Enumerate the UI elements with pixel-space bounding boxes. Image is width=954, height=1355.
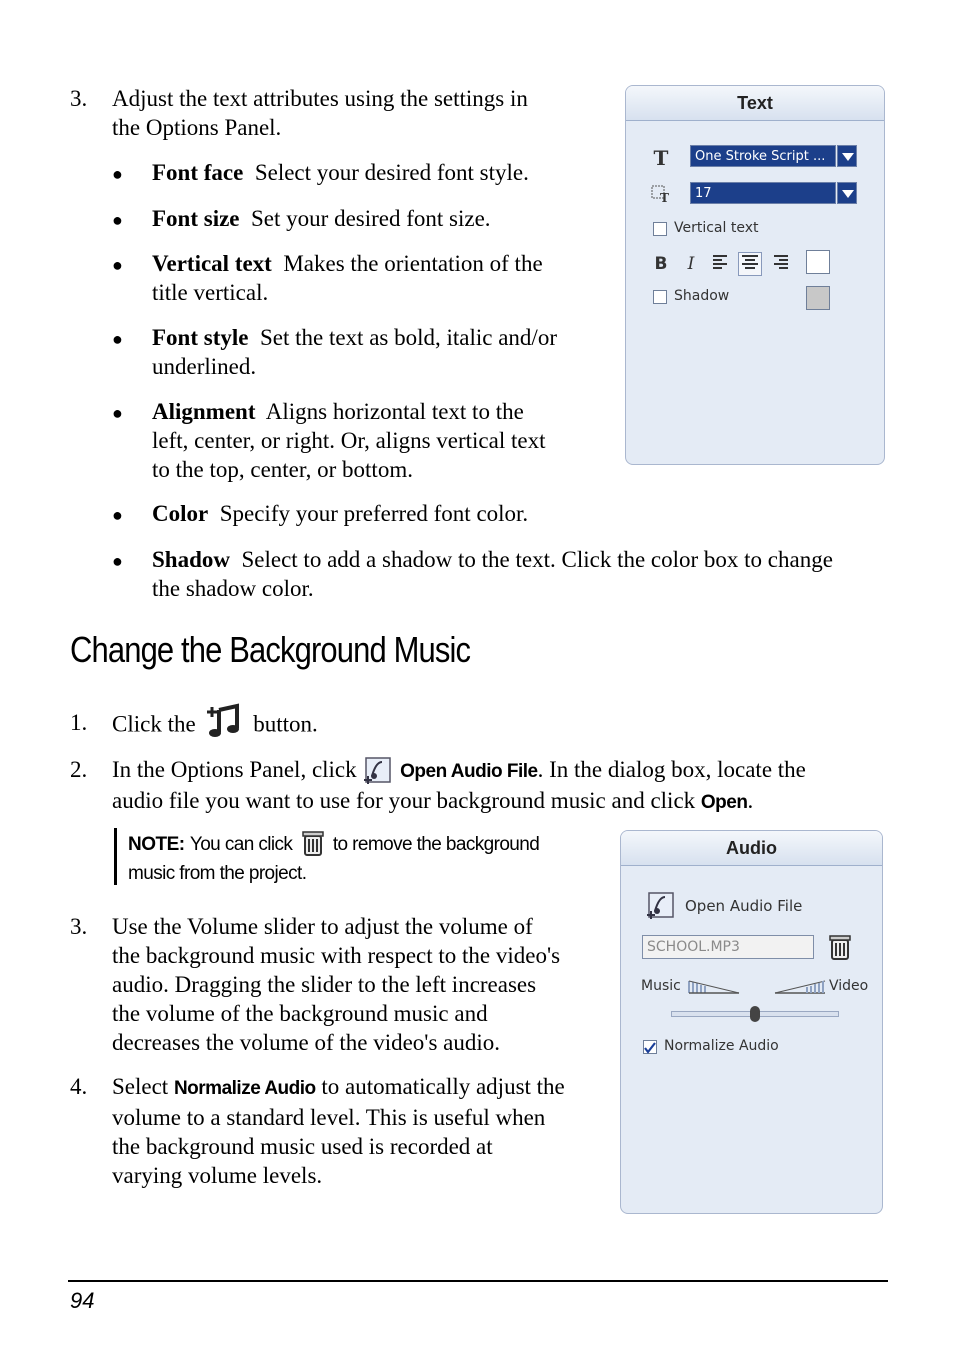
step-number: 3.: [70, 914, 88, 939]
step-text: Click the button.: [112, 708, 318, 744]
bullet-font-size: Font size Set your desired font size.: [152, 206, 491, 231]
font-color-swatch[interactable]: [806, 250, 830, 274]
music-note-icon: [201, 702, 247, 738]
bullet-font-style: Font style Set the text as bold, italic and/or underlined.: [152, 325, 557, 379]
panel-title: Text: [626, 86, 884, 121]
bullet-dot: ●: [112, 329, 123, 349]
bullet-vertical-text: Vertical text Makes the orientation of the title vertical.: [152, 251, 543, 305]
text-options-panel: [625, 85, 885, 465]
open-audio-file-button[interactable]: Open Audio File: [685, 897, 803, 915]
align-right-icon[interactable]: [769, 253, 791, 275]
bullet-font-face: Font face Select your desired font style.: [152, 160, 529, 185]
font-face-icon: T: [653, 146, 669, 170]
checkmark-icon: [644, 1042, 656, 1054]
volume-slider[interactable]: [671, 1006, 839, 1022]
bold-button[interactable]: B: [654, 254, 668, 274]
align-left-icon[interactable]: [710, 253, 732, 275]
chevron-down-icon[interactable]: [837, 145, 857, 167]
italic-button[interactable]: I: [687, 254, 695, 274]
open-audio-file-icon[interactable]: [645, 891, 677, 919]
panel-title: Audio: [621, 831, 882, 866]
bullet-dot: ●: [112, 505, 123, 525]
chevron-down-icon[interactable]: [837, 182, 857, 204]
bullet-dot: ●: [112, 210, 123, 230]
step-text: Select Normalize Audio to automatically adjust the volume to a standard level. This is useful when the background music used is recorded at varying volume levels.: [112, 1074, 565, 1188]
step-number: 2.: [70, 757, 88, 782]
step-number: 1.: [70, 710, 88, 735]
shadow-label: Shadow: [674, 288, 730, 304]
bullet-dot: ●: [112, 403, 123, 423]
footer-rule: [68, 1280, 888, 1282]
vertical-text-label: Vertical text: [674, 220, 759, 236]
video-volume-ramp-icon: [773, 979, 827, 995]
music-label: Music: [641, 978, 681, 994]
shadow-color-swatch[interactable]: [806, 286, 830, 310]
font-size-select[interactable]: 17: [690, 182, 836, 204]
bullet-color: Color Specify your preferred font color.: [152, 501, 529, 526]
section-heading: Change the Background Music: [70, 629, 471, 670]
font-face-select[interactable]: One Stroke Script ...: [690, 145, 836, 167]
volume-slider-thumb[interactable]: [750, 1006, 760, 1022]
open-audio-file-icon: [362, 756, 394, 784]
shadow-checkbox[interactable]: [653, 290, 667, 304]
step-text: In the Options Panel, click Open Audio File. In the dialog box, locate the audio file you want to use for your background music and click Open.: [112, 757, 806, 813]
align-center-icon[interactable]: [738, 252, 762, 276]
font-size-icon: [650, 183, 672, 205]
step-text: Use the Volume slider to adjust the volume of the background music with respect to the video's audio. Dragging the slider to the left increases the volume of the background music and decreases the volume of the video's audio.: [112, 914, 561, 1055]
music-volume-ramp-icon: [687, 979, 741, 995]
step-number: 3.: [70, 86, 88, 111]
bullet-shadow: Shadow Select to add a shadow to the text. Click the color box to change the shadow color.: [152, 547, 833, 601]
page-number: 94: [70, 1288, 95, 1313]
step-text: Adjust the text attributes using the settings in the Options Panel.: [112, 86, 528, 140]
note-text: NOTE: You can click to remove the background music from the project.: [128, 830, 539, 888]
bullet-alignment: Alignment Aligns horizontal text to the left, center, or right. Or, aligns vertical text to the top, center, or bottom.: [152, 399, 546, 482]
bullet-dot: ●: [112, 164, 123, 184]
normalize-audio-checkbox[interactable]: [643, 1040, 657, 1054]
normalize-audio-label: Normalize Audio: [664, 1038, 779, 1054]
audio-options-panel: [620, 830, 883, 1214]
trash-icon: [298, 828, 328, 858]
audio-file-field[interactable]: SCHOOL.MP3: [642, 935, 814, 959]
trash-icon[interactable]: [827, 933, 853, 961]
vertical-text-checkbox[interactable]: [653, 222, 667, 236]
bullet-dot: ●: [112, 551, 123, 571]
note-bar: [114, 828, 117, 885]
video-label: Video: [829, 978, 869, 994]
step-number: 4.: [70, 1074, 88, 1099]
bullet-dot: ●: [112, 255, 123, 275]
svg-text:T: T: [660, 191, 669, 205]
